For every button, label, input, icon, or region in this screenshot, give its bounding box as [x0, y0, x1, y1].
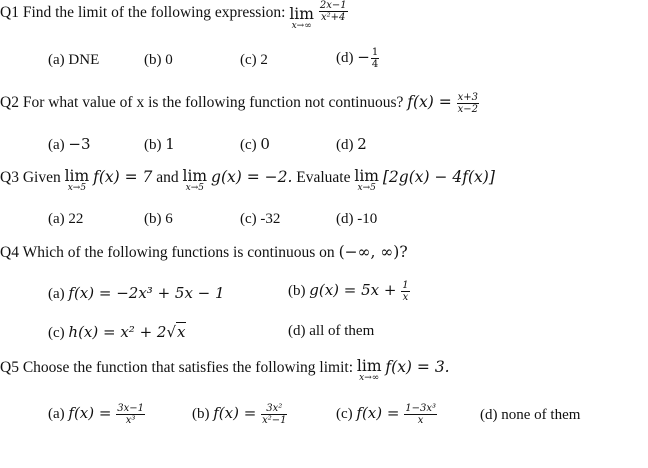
fraction-denominator: x²+4 [321, 12, 346, 23]
question-1 [0, 0, 349, 31]
q1-option-b[interactable]: (b) 0 [144, 52, 173, 68]
q4-option-c[interactable]: (c) h(x) = x² + 2√x [48, 323, 186, 341]
interval: (−∞, ∞)? [338, 243, 408, 261]
question-5: Q5 Choose the function that satisfies the following limit: lim x→∞ f(x) = 3. [0, 357, 450, 383]
limit-3: lim x→5 [354, 167, 379, 193]
q2-option-a[interactable]: (a) −3 [48, 135, 91, 153]
q5-option-a[interactable]: (a) f(x) = $\frac{3x-1}{\text{x³}}$ [48, 403, 144, 426]
question-label: Q1 [0, 4, 19, 21]
question-prompt: Given [22, 169, 61, 186]
fraction-numerator: 2x−1 [319, 0, 347, 11]
function-name: f(x) = [407, 93, 452, 112]
lim-word: lim [289, 5, 314, 23]
question-2 [0, 92, 480, 115]
option-fraction: $\frac{1}{x}$ [402, 280, 409, 303]
q3-option-a[interactable]: (a) 22 [48, 211, 84, 227]
q5-option-c[interactable]: (c) f(x) = $\frac{\text{1−3x³}}{x}$ [336, 403, 436, 426]
limit-1: lim x→5 [64, 167, 90, 193]
q2-option-d[interactable]: (d) 2 [336, 135, 367, 153]
option-fraction: $\frac{1}{4}$ [371, 47, 379, 70]
option-fraction: $\frac{3x-1}{\text{x³}}$ [117, 403, 144, 426]
question-label: Q5 [0, 359, 19, 376]
question-prompt: Which of the following functions is continuous on [22, 244, 335, 261]
question-4 [0, 243, 408, 262]
q4-option-a[interactable]: (a) f(x) = −2x³ + 5x − 1 [48, 284, 225, 302]
q3-option-c[interactable]: (c) -32 [240, 211, 281, 227]
option-fraction: $\frac{\text{3x²}}{\text{x²−1}}$ [262, 403, 287, 426]
question-label: Q3 [0, 169, 19, 186]
q5-option-b[interactable]: (b) f(x) = $\frac{\text{3x²}}{\text{x²−1}}$ [192, 403, 287, 426]
q4-option-b[interactable]: (b) g(x) = 5x + $\frac{1}{x}$ [288, 280, 409, 303]
limit-expression: lim x→∞ [356, 357, 382, 383]
sqrt-sign: √ [166, 323, 177, 341]
question-prompt: Find the limit of the following expression: [22, 4, 286, 21]
option-fraction: $\frac{\text{1−3x³}}{x}$ [405, 403, 436, 426]
question-prompt: For what value of x is the following function not continuous? [22, 94, 404, 112]
q1-option-c[interactable]: (c) 2 [240, 52, 268, 68]
limit-fraction [319, 0, 348, 23]
question-3: Q3 Given lim x→5 f(x) = 7 and lim x→5 g(x) = −2. Evaluate lim x→5 [2g(x) − 4f(x)] [0, 167, 495, 193]
function-fraction: $\frac{x+3}{x-2}$ [457, 92, 479, 115]
q2-option-b[interactable]: (b) 1 [144, 135, 175, 153]
q1-option-a[interactable]: (a) DNE [48, 52, 100, 68]
q4-option-d[interactable]: (d) all of them [288, 323, 375, 339]
sqrt-radicand: x [177, 323, 186, 341]
question-label: Q4 [0, 244, 19, 261]
q3-option-b[interactable]: (b) 6 [144, 211, 173, 227]
q1-option-d[interactable]: (d) − $\frac{1}{4}$ [336, 47, 379, 70]
question-label: Q2 [0, 94, 19, 112]
q2-option-c[interactable]: (c) 0 [240, 135, 270, 153]
limit-expression [289, 6, 314, 31]
question-prompt: Choose the function that satisfies the following limit: [22, 359, 354, 376]
q3-option-d[interactable]: (d) -10 [336, 211, 378, 227]
lim-subscript: x→∞ [291, 21, 312, 31]
q5-option-d[interactable]: (d) none of them [480, 407, 581, 423]
limit-2: lim x→5 [182, 167, 208, 193]
